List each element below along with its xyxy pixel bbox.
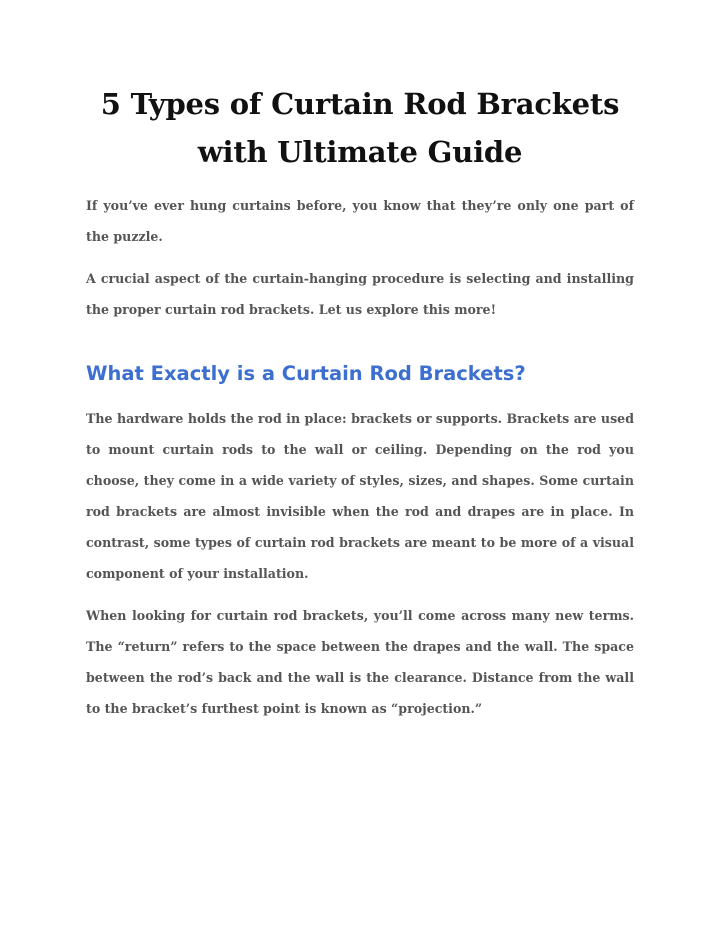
section-heading: What Exactly is a Curtain Rod Brackets? [86, 362, 526, 385]
intro-paragraph-2: A crucial aspect of the curtain-hanging procedure is selecting and installing the proper curtain rod brackets. Let us explore this more! [86, 271, 634, 317]
page-title [86, 80, 634, 176]
intro-paragraph-1: If you’ve ever hung curtains before, you know that they’re only one part of the puzzle. [86, 198, 634, 244]
page-title-line-1: 5 Types of Curtain Rod Brackets [100, 87, 620, 121]
section-paragraph-2: When looking for curtain rod brackets, you’ll come across many new terms. The “return” refers to the space between the drapes and the wall. The space between the rod’s back and the wall is the clearance. Distance from the wall to the bracket’s furthest point is known as “projection.” [86, 608, 634, 716]
section-paragraph-1: The hardware holds the rod in place: brackets or supports. Brackets are used to mount curtain rods to the wall or ceiling. Depending on the rod you choose, they come in a wide variety of styles, sizes, and shapes. Some curtain rod brackets are almost invisible when the rod and drapes are in place. In contrast, some types of curtain rod brackets are meant to be more of a visual component of your installation. [86, 411, 634, 581]
page-title-line-2: with Ultimate Guide [197, 135, 523, 169]
